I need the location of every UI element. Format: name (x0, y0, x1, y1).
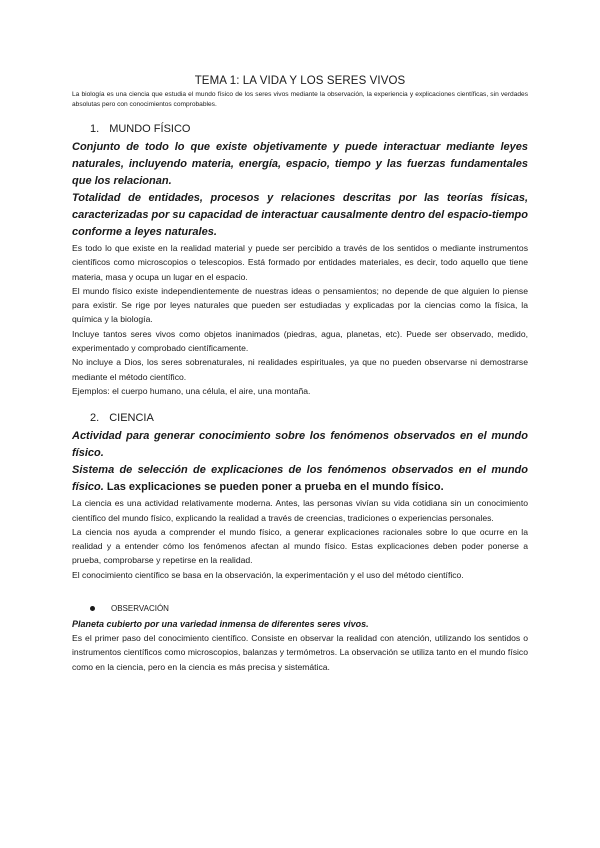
definition: Planeta cubierto por una variedad inmensa de diferentes seres vivos. (72, 619, 369, 630)
paragraph: Ejemplos: el cuerpo humano, una célula, el aire, una montaña. (72, 385, 311, 396)
section-number: 2. (90, 412, 100, 425)
paragraph: El mundo físico existe independientemente de nuestras ideas o pensamientos; no depende de que alguien lo piense para existir. Se rige por leyes naturales que pueden ser estudiadas y explicadas por la ciencias como la física, la química y la biología. (72, 285, 528, 325)
bullet-observacion (90, 604, 528, 613)
spacer (72, 582, 528, 596)
paragraph: Incluye tantos seres vivos como objetos inanimados (piedras, agua, planetas, etc). Puede ser observado, medido, experimentado y comprobado científicamente. (72, 328, 528, 354)
paragraph: Es todo lo que existe en la realidad material y puede ser percibido a través de los sentidos o mediante instrumentos científicos como microscopios o telescopios. Está formado por entidades materiales, es decir, todo aquello que tiene materia, masa y ocupa un lugar en el espacio. (72, 243, 528, 282)
section-title: CIENCIA (109, 412, 154, 425)
definition-part: Sistema de selección de explicaciones de los fenómenos observados en el mundo físico. (72, 464, 528, 494)
bullet-title: OBSERVACIÓN (111, 604, 169, 614)
section-number: 1. (90, 123, 100, 135)
section-title: MUNDO FÍSICO (109, 123, 191, 135)
paragraph: La ciencia nos ayuda a comprender el mundo físico, a generar explicaciones racionales sobre lo que ocurre en la realidad y a entender cómo los fenómenos afectan al mundo físico. Estas explicaciones deben poder ponerse a prueba, comprobarse y repetirse en la realidad. (72, 526, 528, 566)
intro-paragraph: La biología es una ciencia que estudia el mundo físico de los seres vivos mediante la observación, la experiencia y explicaciones científicas, sin verdades absolutas pero con conocimientos comprobables. (72, 91, 528, 108)
section-heading-mundo-fisico (72, 123, 528, 135)
spacer (72, 398, 528, 412)
definition: Actividad para generar conocimiento sobre los fenómenos observados en el mundo físico. (72, 430, 528, 460)
page-title: TEMA 1: LA VIDA Y LOS SERES VIVOS (194, 75, 406, 87)
paragraph: Es el primer paso del conocimiento científico. Consiste en observar la realidad con atención, utilizando los sentidos o instrumentos científicos como microscopios, balanzas y termómetros. La observación se utiliza tanto en el mundo físico como en la ciencia, pero en la ciencia es más precisa y sistemática. (72, 633, 528, 672)
paragraph: No incluye a Dios, los seres sobrenaturales, ni realidades espirituales, ya que no pueden observarse ni demostrarse mediante el método científico. (72, 357, 528, 382)
paragraph: La ciencia es una actividad relativamente moderna. Antes, las personas vivían su vida cotidiana sin un conocimiento científico del mundo físico, explicando la realidad a través de creencias, tradiciones o experiencias personales. (72, 498, 528, 523)
definition: Totalidad de entidades, procesos y relaciones descritas por las teorías físicas, caracterizadas por su capacidad de interactuar causalmente dentro del espacio-tiempo conforme a leyes naturales. (72, 192, 528, 238)
definition-part: Las explicaciones se pueden poner a prueba en el mundo físico. (106, 481, 444, 494)
paragraph: El conocimiento científico se basa en la observación, la experimentación y el uso del método científico. (72, 569, 464, 580)
definition (72, 462, 528, 496)
bullet-icon (90, 606, 95, 611)
definition: Conjunto de todo lo que existe objetivamente y puede interactuar mediante leyes naturales, incluyendo materia, energía, espacio, tiempo y las fuerzas fundamentales que los relacionan. (72, 141, 528, 187)
section-heading-ciencia (72, 412, 528, 424)
